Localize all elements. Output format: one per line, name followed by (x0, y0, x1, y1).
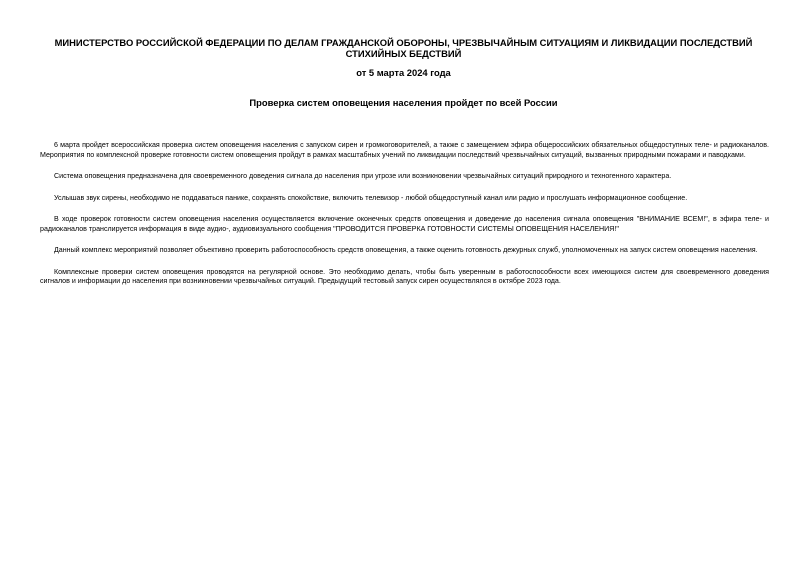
paragraph: Комплексные проверки систем оповещения проводятся на регулярной основе. Это необходимо делать, чтобы быть уверенным в работоспособности всех имеющихся систем для своевременного доведения сигналов и информации до населения при возникновении чрезвычайных ситуаций. Предыдущий тестовый запуск сирен осуществлялся в октябре 2023 года. (40, 267, 769, 285)
document-body (40, 141, 769, 287)
paragraph: Услышав звук сирены, необходимо не поддаваться панике, сохранять спокойствие, включить телевизор - любой общедоступный канал или радио и прослушать информационное сообщение. (54, 193, 688, 202)
paragraph: Система оповещения предназначена для своевременного доведения сигнала до населения при угрозе или возникновении чрезвычайных ситуаций природного и техногенного характера. (54, 172, 672, 180)
paragraph: Данный комплекс мероприятий позволяет объективно проверить работоспособность средств оповещения, а также оценить готовность дежурных служб, уполномоченных на запуск систем оповещения населения. (54, 246, 758, 254)
document-date: от 5 марта 2024 года (356, 67, 451, 78)
ministry-header: МИНИСТЕРСТВО РОССИЙСКОЙ ФЕДЕРАЦИИ ПО ДЕЛАМ ГРАЖДАНСКОЙ ОБОРОНЫ, ЧРЕЗВЫЧАЙНЫМ СИТУАЦИЯМ И ЛИКВИДАЦИИ ПОСЛЕДСТВИЙ СТИХИЙНЫХ БЕДСТВИЙ (54, 37, 753, 59)
document-title: Проверка систем оповещения населения пройдет по всей России (249, 97, 558, 108)
paragraph: В ходе проверок готовности систем оповещения населения осуществляется включение оконечных средств оповещения и доведение до населения сигнала оповещения "ВНИМАНИЕ ВСЕМ!", в эфира теле- и радиоканалов транслируется информация в виде аудио-, аудиовизуального сообщения "ПРОВОДИТСЯ ПРОВЕРКА ГОТОВНОСТИ СИСТЕМЫ ОПОВЕЩЕНИЯ НАСЕЛЕНИЯ!" (40, 215, 769, 233)
paragraph: 6 марта пройдет всероссийская проверка систем оповещения населения с запуском сирен и громкоговорителей, а также с замещением эфира общероссийских обязательных общедоступных теле- и радиоканалов. Мероприятия по комплексной проверке готовности систем оповещения пройдут в рамках масштабных учений по ликвидации последствий чрезвычайных ситуаций, вызванных природными пожарами и паводками. (40, 141, 769, 159)
